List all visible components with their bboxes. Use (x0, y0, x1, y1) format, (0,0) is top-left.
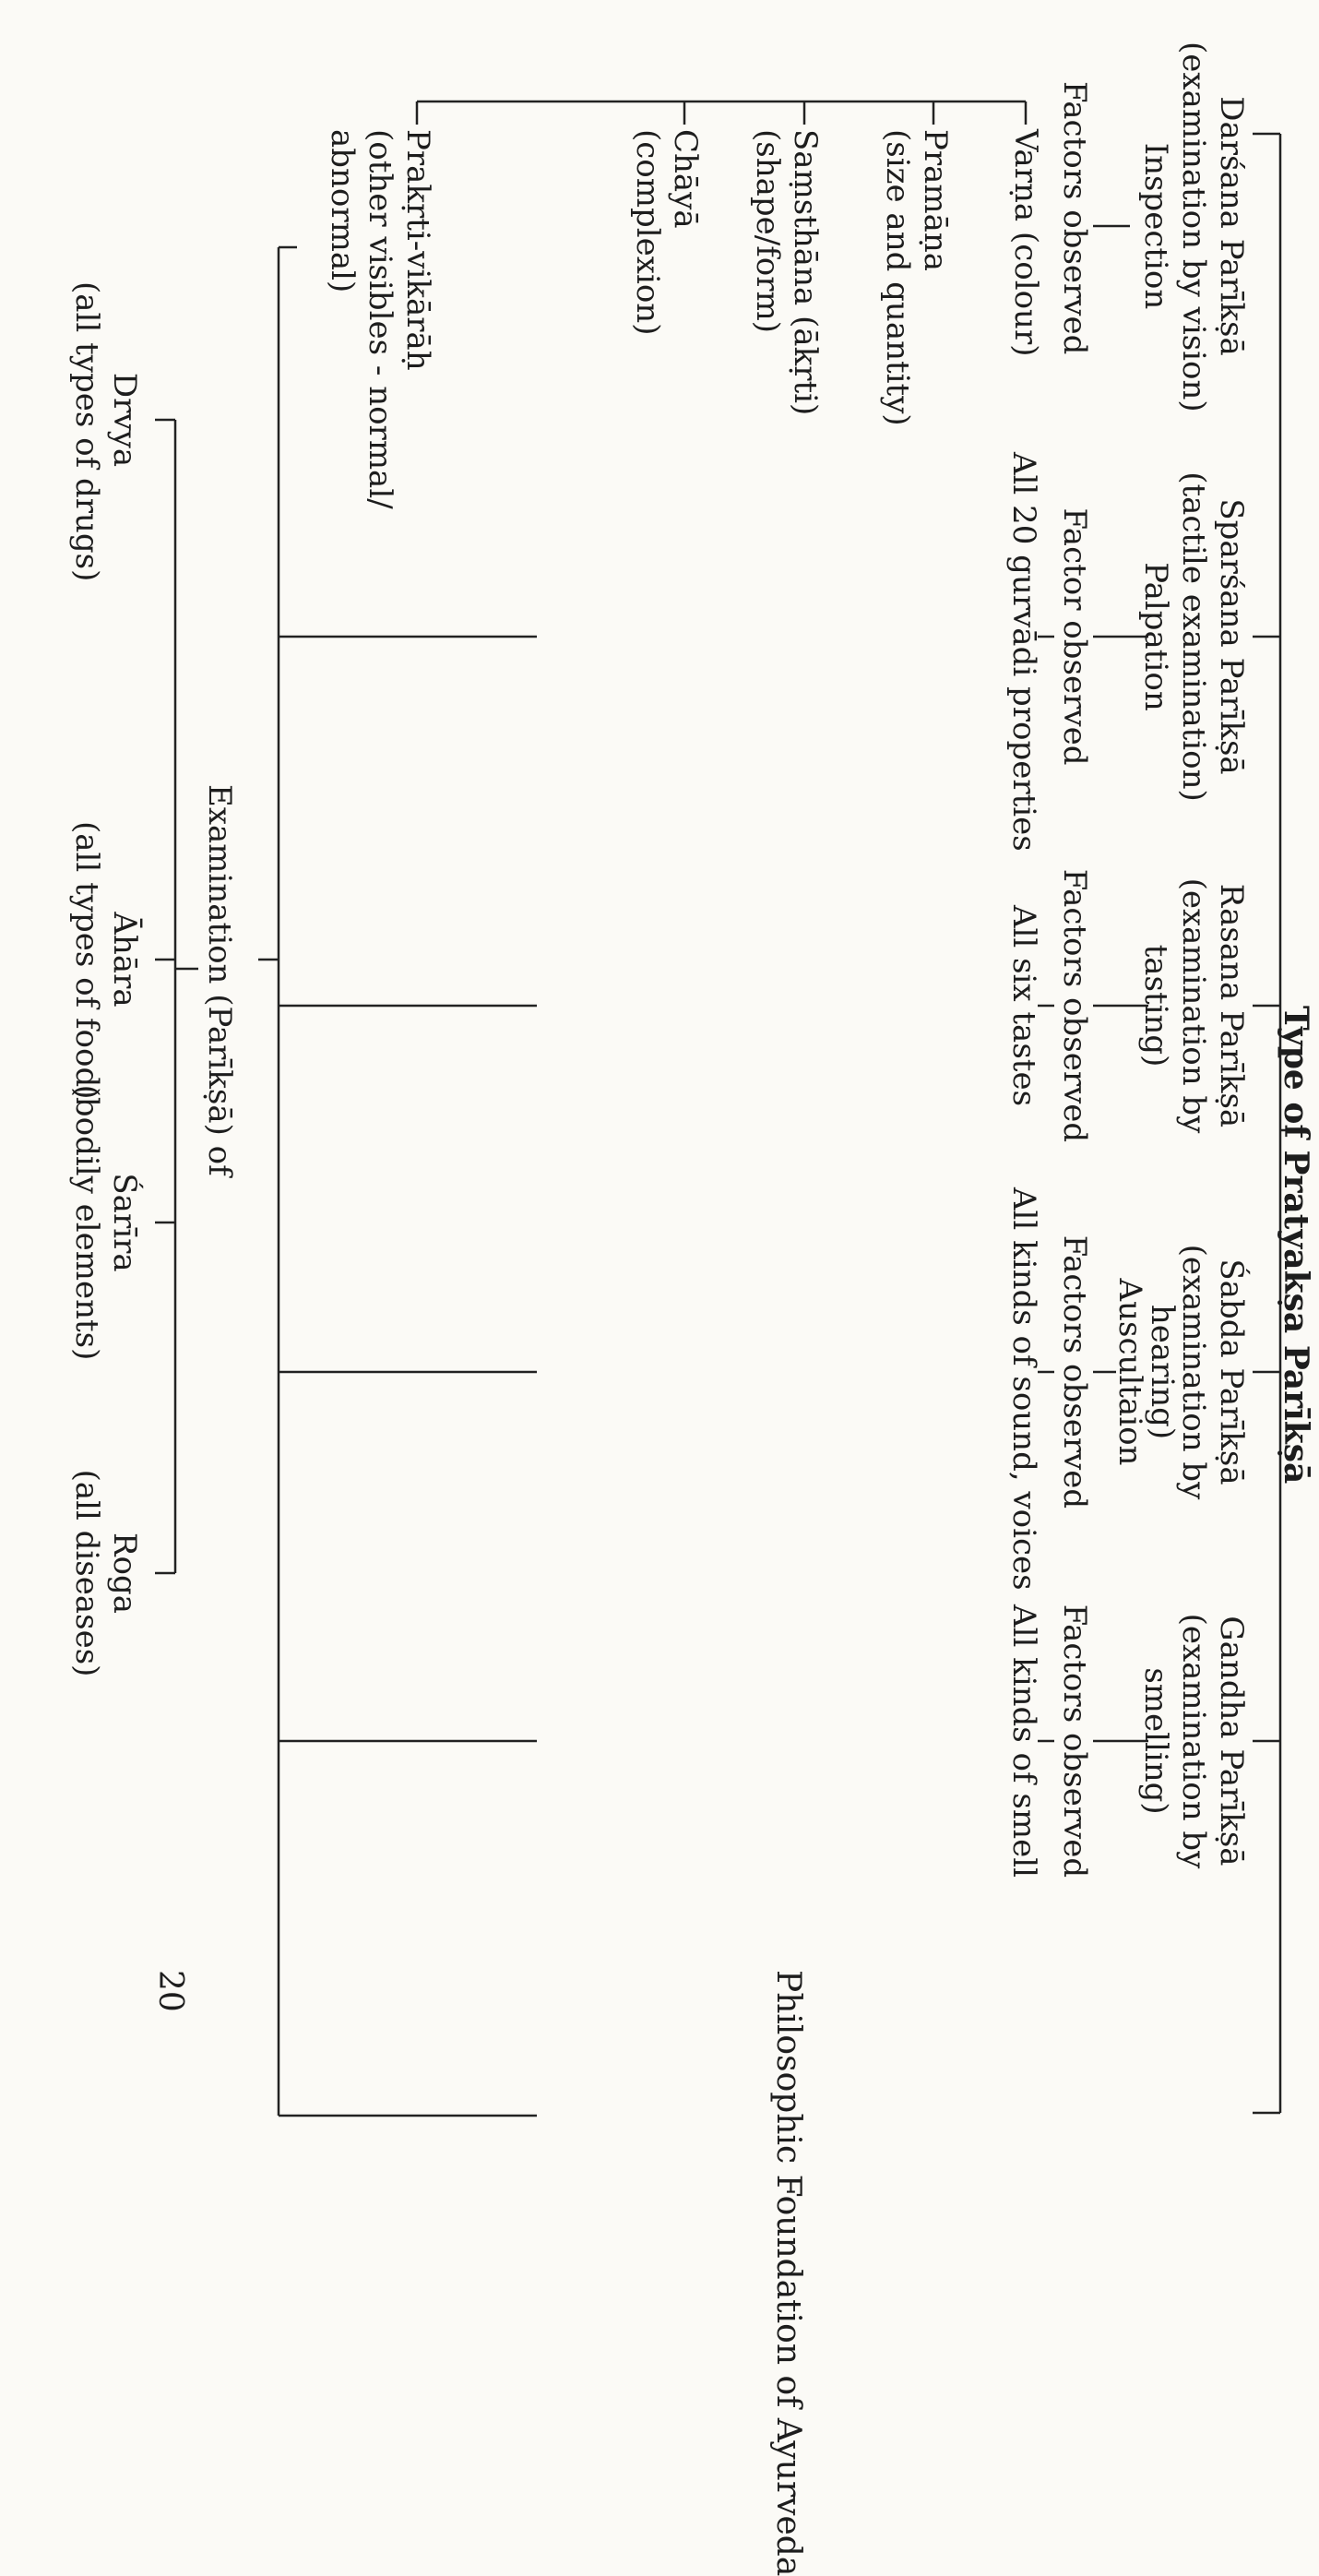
sparsana-factor-label: Factor observed (1056, 507, 1093, 766)
page-number: 20 (151, 1970, 189, 2012)
sparsana-desc-1: (tactile examination) (1175, 471, 1212, 802)
darsana-desc-1: (examination by vision) (1175, 42, 1212, 412)
book-title-footer: Philosophic Foundation of Ayurveda (769, 1970, 807, 2576)
darsana-factor-5: Prakṛti-vikārāḥ (399, 129, 436, 371)
darsana-factor-4-desc: (complexion) (629, 129, 666, 336)
sabda-desc-3: Auscultaion (1111, 1278, 1148, 1466)
ahara-name: Āhāra (106, 912, 143, 1008)
rasana-desc-2: tasting) (1137, 944, 1174, 1067)
darsana-factor-3: Saṃsthāna (ākṛti) (787, 129, 824, 416)
sparsana-desc-2: Palpation (1137, 562, 1174, 711)
gandha-factor-1: All kinds of smell (1005, 1604, 1042, 1878)
sarira-desc: (bodily elements) (68, 1084, 105, 1361)
drvya-name: Drvya (106, 372, 143, 468)
darsana-factor-4: Chāyā (667, 129, 704, 229)
darsana-name: Darśana Parīkṣā (1213, 96, 1250, 356)
rasana-name: Rasana Parīkṣā (1213, 883, 1250, 1128)
sabda-desc-1: (examination by (1175, 1244, 1212, 1500)
darsana-desc-2: Inspection (1137, 142, 1174, 310)
darsana-factor-1: Varṇa (colour) (1007, 129, 1044, 357)
ahara-desc: (all types of food) (68, 821, 105, 1100)
roga-desc: (all diseases) (68, 1469, 105, 1677)
rasana-desc-1: (examination by (1175, 877, 1212, 1134)
roga-name: Roga (106, 1532, 143, 1615)
gandha-factor-label: Factors observed (1056, 1604, 1093, 1878)
sabda-factor-1: All kinds of sound, voices (1005, 1187, 1042, 1591)
darsana-factor-2-desc: (size and quantity) (879, 129, 916, 426)
sabda-desc-2: hearing) (1144, 1304, 1181, 1440)
gandha-desc-2: smelling) (1137, 1667, 1174, 1815)
sparsana-name: Sparśana Parīkṣā (1213, 498, 1250, 775)
sarira-name: Śarīra (106, 1173, 143, 1272)
rasana-factor-label: Factors observed (1056, 868, 1093, 1143)
sabda-factor-label: Factors observed (1056, 1234, 1093, 1509)
sparsana-factor-1: All 20 gurvādi properties (1005, 452, 1042, 852)
gandha-desc-1: (examination by (1175, 1613, 1212, 1869)
drvya-desc: (all types of drugs) (68, 281, 105, 582)
darsana-factor-2: Pramāṇa (917, 129, 954, 272)
gandha-name: Gandha Parīkṣā (1213, 1616, 1250, 1866)
diagram-title: Type of Pratyakṣa Parīkṣā (1277, 1006, 1315, 1485)
rasana-factor-1: All six tastes (1005, 904, 1042, 1107)
darsana-factor-label: Factors observed (1056, 81, 1093, 355)
examination-of-label: Examination (Parīkṣā) of (201, 784, 238, 1176)
darsana-factor-5-desc-1: (other visibles - normal/ (362, 129, 398, 509)
darsana-factor-3-desc: (shape/form) (749, 129, 786, 334)
darsana-factor-5-desc-2: abnormal) (324, 129, 361, 293)
sabda-name: Śabda Parīkṣā (1213, 1258, 1250, 1485)
